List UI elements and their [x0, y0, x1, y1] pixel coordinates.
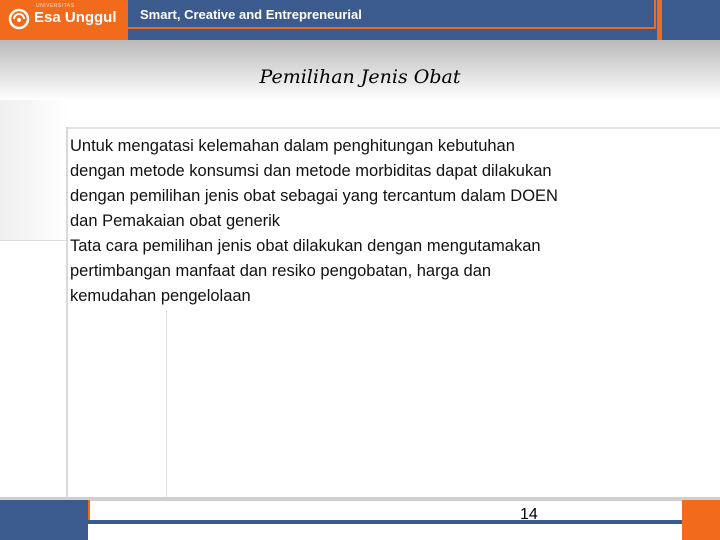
left-shadow: [0, 100, 68, 240]
left-divider: [0, 240, 66, 241]
body-line: pertimbangan manfaat dan resiko pengobatan, harga dan: [70, 262, 492, 280]
header-right-panel: [662, 0, 720, 40]
university-logo: [0, 0, 128, 40]
slide-body: [70, 134, 690, 309]
logo-emblem-icon: [8, 8, 30, 30]
body-line: Tata cara pemilihan jenis obat dilakukan dengan mengutamakan: [70, 237, 541, 255]
slide-title: Pemilihan Jenis Obat: [259, 66, 461, 88]
body-line: dengan metode konsumsi dan metode morbiditas dapat dilakukan: [70, 162, 552, 180]
page-number: 14: [520, 506, 538, 523]
footer-orange-tick: [88, 500, 90, 522]
body-line: dan Pemakaian obat generik: [70, 212, 281, 230]
body-line: kemudahan pengelolaan: [70, 287, 251, 305]
body-line: Untuk mengatasi kelemahan dalam penghitungan kebutuhan: [70, 137, 515, 155]
body-paragraph: [70, 234, 690, 309]
footer-right-accent: [682, 500, 720, 540]
footer-blue-line: [88, 520, 682, 524]
body-line: dengan pemilihan jenis obat sebagai yang tercantum dalam DOEN: [70, 187, 558, 205]
logo-name: Esa Unggul: [34, 9, 117, 26]
logo-subtext: UNIVERSITAS: [36, 3, 75, 9]
content-frame-left: [66, 127, 68, 497]
body-paragraph: [70, 134, 690, 234]
content-frame-inner: [166, 310, 167, 497]
footer-left-accent: [0, 500, 88, 540]
header-tagline: Smart, Creative and Entrepreneurial: [140, 7, 362, 22]
content-frame-top: [66, 127, 720, 129]
